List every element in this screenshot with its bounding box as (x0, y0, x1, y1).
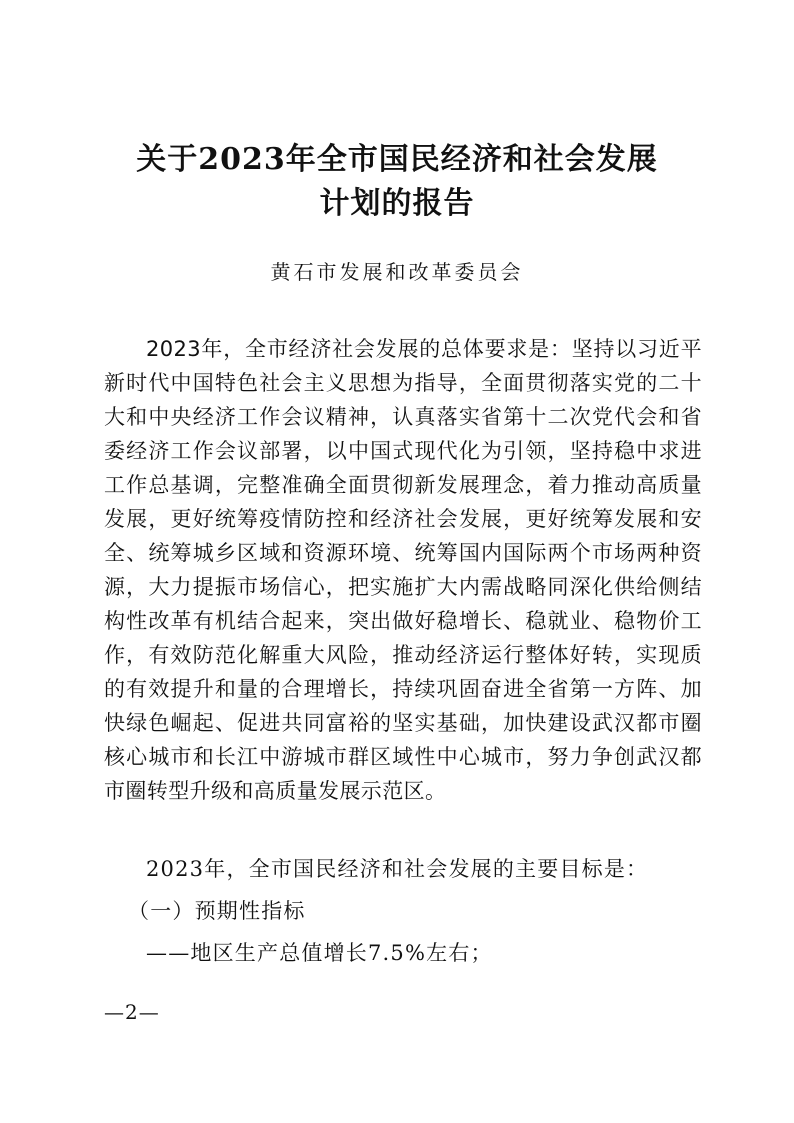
paragraph-section-heading: （一）预期性指标 (128, 899, 306, 923)
title-line-2: 计划的报告 (319, 186, 475, 221)
issuing-organization: 黄石市发展和改革委员会 (270, 260, 524, 284)
title-line-1: 关于2023年全市国民经济和社会发展 (136, 142, 658, 177)
paragraph-general-requirements: 2023年，全市经济社会发展的总体要求是：坚持以习近平新时代中国特色社会主义思想为指导，全面贯彻落实党的二十大和中央经济工作会议精神，认真落实省第十二次党代会和省委经济工作会议部署，以中国式现代化为引领，坚持稳中求进工作总基调，完整准确全面贯彻新发展理念，着力推动高质量发展，更好统筹疫情防控和经济社会发展，更好统筹发展和安全、统筹城乡区域和资源环境、统筹国内国际两个市场两种资源，大力提振市场信心，把实施扩大内需战略同深化供给侧结构性改革有机结合起来，突出做好稳增长、稳就业、稳物价工作，有效防范化解重大风险，推动经济运行整体好转，实现质的有效提升和量的合理增长，持续巩固奋进全省第一方阵、加快绿色崛起、促进共同富裕的坚实基础，加快建设武汉都市圈核心城市和长江中游城市群区域性中心城市，努力争创武汉都市圈转型升级和高质量发展示范区。 (104, 337, 702, 803)
document-title (0, 138, 794, 226)
page-number: —2— (104, 1000, 160, 1024)
paragraph-gdp-target: ——地区生产总值增长7.5%左右； (146, 941, 493, 965)
paragraph-main-targets-intro: 2023年，全市国民经济和社会发展的主要目标是： (146, 857, 649, 881)
